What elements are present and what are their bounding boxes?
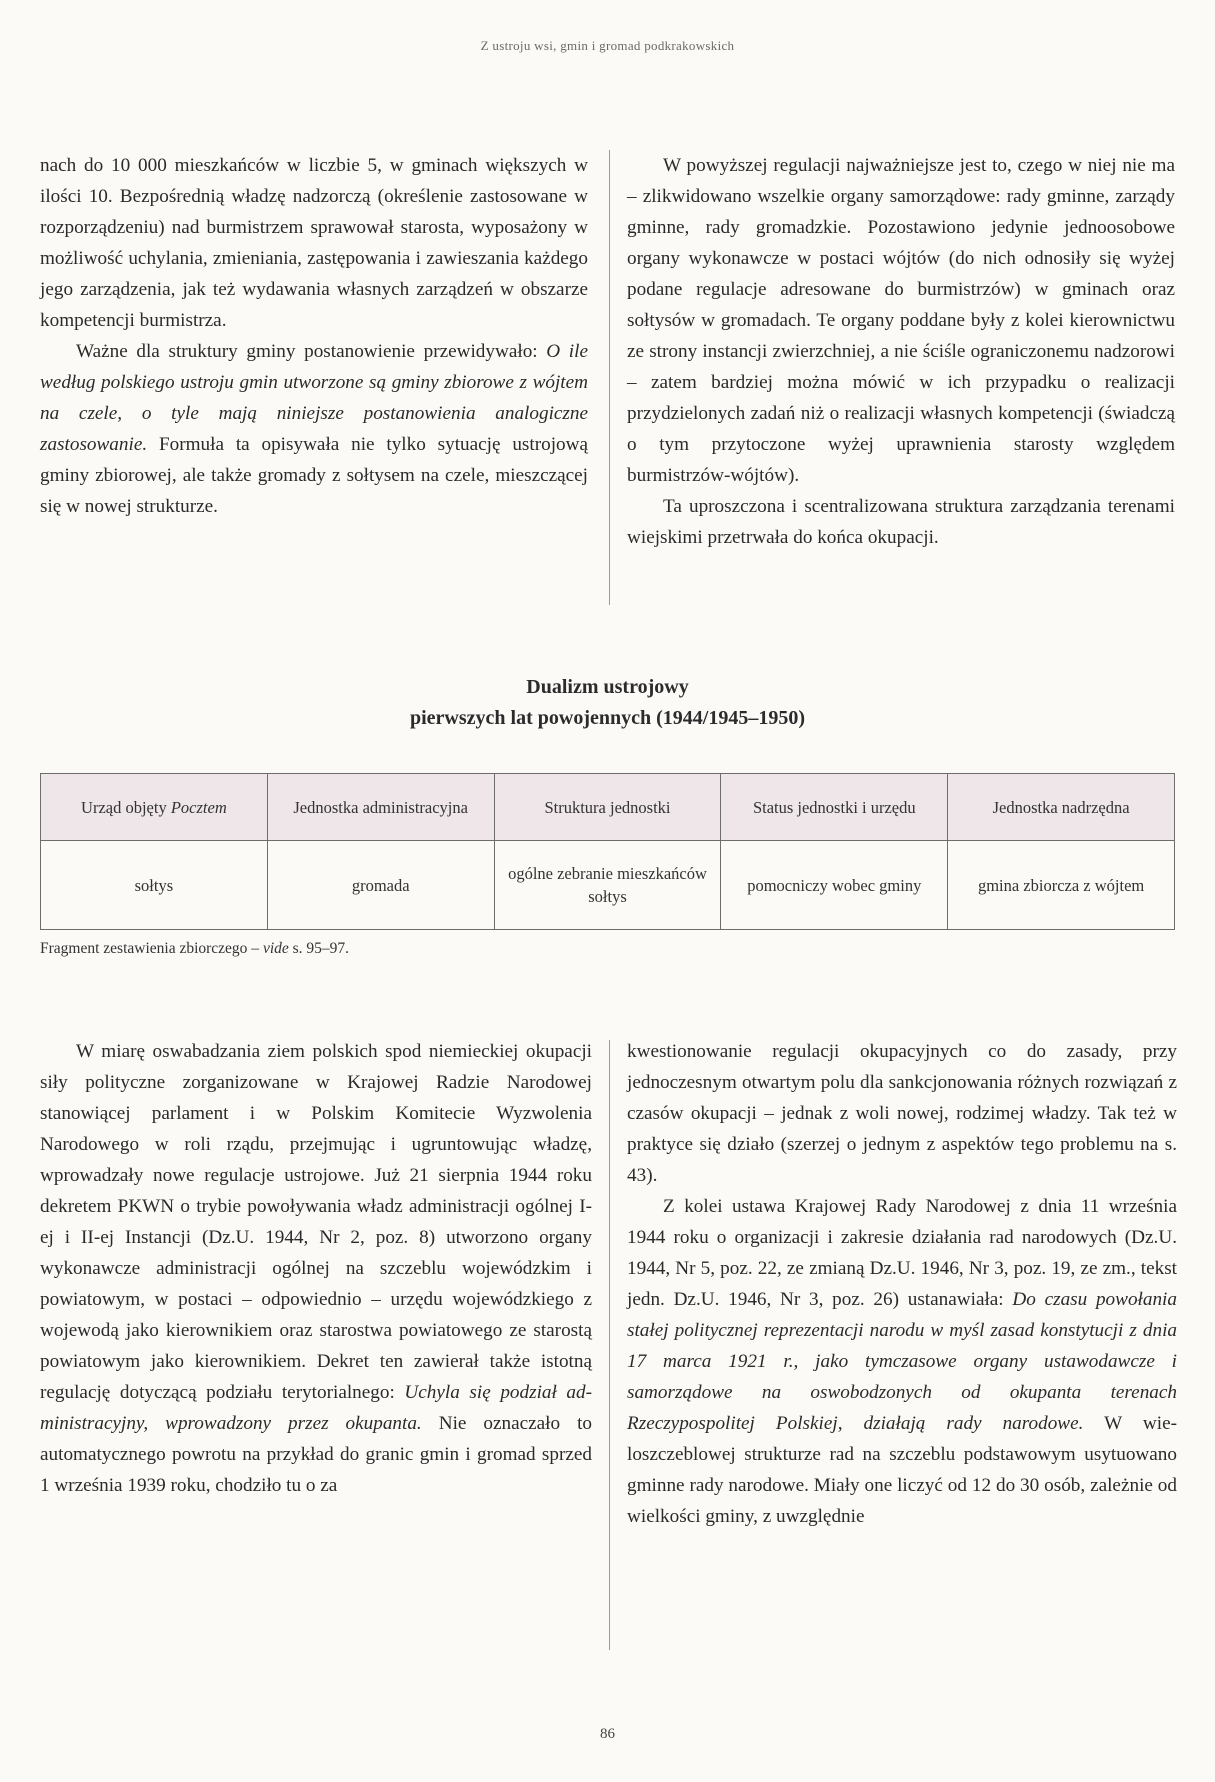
- text-run: W wieloszczeblowej strukturze rad na szczeblu podstawowym usytuowano gminne rady narodowe. Miały one liczyć od 12 do 30 osób, zależnie od wielkości gminy, z uwzględnie: [627, 1413, 1177, 1527]
- running-head: Z ustroju wsi, gmin i gromad podkrakowskich: [480, 38, 735, 53]
- paragraph: W powyższej regulacji najważniejsze jest to, czego w niej nie ma – zlikwidowano wszelkie organy samorządowe: rady gminne, zarządy gminne, rady gromadzkie. Pozostawiono jedynie jednoosobowe organy wykonawcze w postaci wójtów (do nich odnosiły się wyżej podane regulacje adresowane do burmistrzów) w gminach oraz sołtysów w gromadach. Te organy poddane były z kolei kierownictwu ze strony instancji zwierzchniej, a nie ściśle ograniczonemu nadzorowi – zatem bardziej można mówić w ich przypadku o realizacji przydzielonych zadań niż o realizacji własnych kompetencji (świadczą o tym przytoczone wyżej uprawnienia starosty względem burmistrzów-wójtów).: [627, 155, 1175, 486]
- table-caption: [40, 940, 349, 958]
- caption-text: Fragment zestawienia zbiorczego –: [40, 940, 263, 957]
- text-run: Formuła ta opisywała nie tylko sytuację ustrojową gminy zbiorowej, ale także gromady z sołtysem na czele, mieszczącej się w nowej strukturze.: [40, 434, 588, 517]
- header-office-italic: Pocztem: [170, 797, 227, 817]
- column-divider-bottom: [609, 1040, 610, 1650]
- quotation: O ile według polskiego ustroju gmin utworzone są gminy zbiorowe z wójtem na czele, o tyle mają niniejsze postanowienia analogiczne zastosowanie.: [40, 341, 588, 455]
- header-structure: Struktura jednostki: [494, 774, 721, 841]
- paragraph: kwestionowanie regulacji okupacyjnych co do zasady, przy jednoczesnym otwartym polu dla sankcjonowania różnych rozwiązań z czasów okupacji – jednak z woli nowej, rodzimej władzy. Tak też w praktyce się działo (szerzej o jednym z aspektów tego problemu na s. 43).: [627, 1041, 1177, 1186]
- paragraph: Ta uproszczona i scentralizowana struktura zarządzania terenami wiejskimi przetrwała do końca okupacji.: [627, 496, 1175, 548]
- text-run: Nie oznaczało to automatycznego powrotu na przykład do granic gmin i gromad sprzed 1 września 1939 roku, chodziło tu o za: [40, 1413, 592, 1496]
- text-run: Ważne dla struktury gminy postanowienie przewidywało:: [76, 341, 547, 362]
- section2-left-column: [40, 1036, 592, 1501]
- cell-unit: gromada: [267, 841, 494, 930]
- paragraph: [40, 336, 588, 522]
- header-superior: Jednostka nadrzędna: [948, 774, 1175, 841]
- paragraph: nach do 10 000 mieszkańców w liczbie 5, w gminach większych w ilości 10. Bezpośrednią władzę nadzorczą (określenie zastosowane w rozporządzeniu) nad burmistrzem sprawował starosta, wyposażony w możliwość uchylania, zmieniania, zastępowania i zawieszania każdego jego zarządzenia, jak też wydawania własnych zarządzeń w obszarze kompetencji burmistrza.: [40, 155, 588, 331]
- cell-structure: ogólne zebranie mieszkańców sołtys: [494, 841, 721, 930]
- header-status: Status jednostki i urzędu: [721, 774, 948, 841]
- cell-status: pomocniczy wobec gminy: [721, 841, 948, 930]
- summary-table: [40, 773, 1175, 930]
- paragraph: [627, 1191, 1177, 1532]
- text-run: W miarę oswabadzania ziem polskich spod niemieckiej okupacji siły polityczne zorganizowane w Krajowej Radzie Narodowej stanowiącej parlament i w Polskim Komitecie Wyzwolenia Narodowego w roli rządu, przejmując i ugruntowując władzę, wprowadzały nowe regulacje ustrojowe. Już 21 sierpnia 1944 roku dekretem PKWN o trybie powoływania władz administracji ogólnej I-ej i II-ej Instancji (Dz.U. 1944, Nr 2, poz. 8) utworzono organy wykonawcze administracji ogólnej na szczeblu wojewódzkim i powiatowym, w postaci – odpowiednio – urzędu wojewódzkiego z wojewodą jako kierownikiem oraz starostwa powiatowego ze starostą powiatowym jako kierownikiem. Dekret ten zawierał także istotną regulację dotyczącą podziału terytorialnego:: [40, 1041, 592, 1403]
- header-office-text: Urząd objęty: [81, 797, 171, 817]
- caption-pages: s. 95–97.: [288, 940, 350, 957]
- section1-right-column: [627, 150, 1175, 553]
- cell-office: sołtys: [41, 841, 268, 930]
- quotation: Do czasu powołania stałej politycznej reprezentacji narodu w myśl zasad konstytucji z dnia 17 marca 1921 r., jako tymczasowe organy ustawodawcze i samorządowe na oswobodzonych od okupanta terenach Rzeczypospolitej Polskiej, działają rady narodowe.: [627, 1289, 1177, 1434]
- table-row: [41, 841, 1175, 930]
- table-title-line2: pierwszych lat powojennych (1944/1945–1950): [410, 707, 805, 729]
- section2-right-column: [627, 1036, 1177, 1532]
- table-title-line1: Dualizm ustrojowy: [526, 676, 689, 698]
- header-office: [41, 774, 268, 841]
- section1-left-column: [40, 150, 588, 522]
- page-number: 86: [600, 1726, 615, 1742]
- column-divider-top: [609, 150, 610, 605]
- paragraph: [40, 1036, 592, 1501]
- table-title: [0, 672, 1215, 734]
- cell-superior: gmina zbiorcza z wójtem: [948, 841, 1175, 930]
- table-header-row: [41, 774, 1175, 841]
- quotation: Uchyla się podział administracyjny, wprowadzony przez okupanta.: [40, 1382, 592, 1434]
- header-unit: Jednostka administracyjna: [267, 774, 494, 841]
- text-run: Z kolei ustawa Krajowej Rady Narodowej z dnia 11 września 1944 roku o organizacji i zakresie działania rad narodowych (Dz.U. 1944, Nr 5, poz. 22, ze zmianą Dz.U. 1946, Nr 3, poz. 19, ze zm., tekst jedn. Dz.U. 1946, Nr 3, poz. 26) ustanawiała:: [627, 1196, 1177, 1310]
- caption-vide: vide: [262, 940, 289, 957]
